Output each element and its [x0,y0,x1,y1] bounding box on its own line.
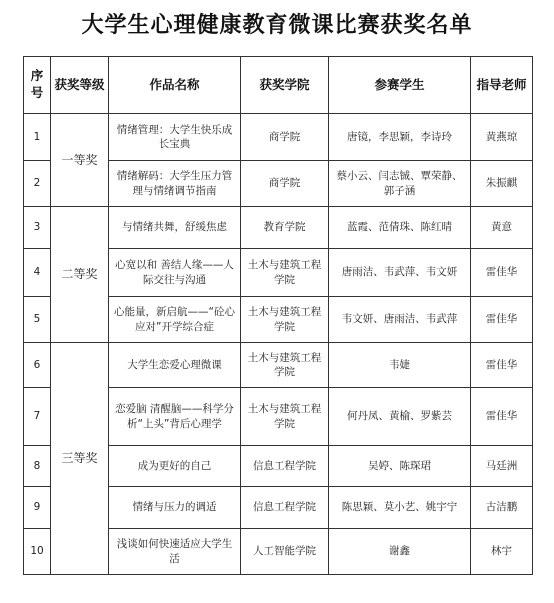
cell-level-first: 一等奖 [51,114,109,207]
cell-students: 何丹凤、黄榆、罗紫芸 [329,388,471,446]
cell-work: 恋爱脑 清醒脑——科学分析“上头”背后心理学 [109,388,241,446]
cell-college: 商学院 [241,161,329,207]
cell-level-second: 二等奖 [51,207,109,343]
cell-work: 成为更好的自己 [109,446,241,487]
cell-work: 浅谈如何快速适应大学生活 [109,529,241,575]
cell-teacher: 雷佳华 [471,249,533,297]
cell-work: 情绪与压力的调适 [109,487,241,529]
cell-work: 心能量，新启航——“砼心应对”开学综合症 [109,297,241,343]
cell-teacher: 朱振麒 [471,161,533,207]
page-title: 大学生心理健康教育微课比赛获奖名单 [81,12,473,38]
cell-no: 10 [24,529,51,575]
column-header-work: 作品名称 [109,57,241,114]
cell-college: 人工智能学院 [241,529,329,575]
cell-students: 蔡小云、闫志铖、覃荣静、郭子涵 [329,161,471,207]
cell-teacher: 黄燕琼 [471,114,533,161]
cell-teacher: 林宇 [471,529,533,575]
table-row [24,343,533,388]
cell-college: 土木与建筑工程学院 [241,343,329,388]
cell-college: 教育学院 [241,207,329,249]
table-header-row [24,57,533,114]
cell-work: 情绪管理：大学生快乐成长宝典 [109,114,241,161]
cell-level-third: 三等奖 [51,343,109,575]
cell-teacher: 黄意 [471,207,533,249]
cell-students: 谢鑫 [329,529,471,575]
cell-work: 与情绪共舞，舒缓焦虑 [109,207,241,249]
column-header-teacher: 指导老师 [471,57,533,114]
cell-no: 4 [24,249,51,297]
cell-students: 陈思颖、莫小艺、姚宇宁 [329,487,471,529]
cell-no: 7 [24,388,51,446]
cell-work: 心宽以和 善结人缘——人际交往与沟通 [109,249,241,297]
cell-college: 商学院 [241,114,329,161]
cell-teacher: 雷佳华 [471,343,533,388]
cell-no: 1 [24,114,51,161]
column-header-students: 参赛学生 [329,57,471,114]
cell-no: 5 [24,297,51,343]
column-header-level: 获奖等级 [51,57,109,114]
cell-work: 大学生恋爱心理微课 [109,343,241,388]
cell-students: 韦婕 [329,343,471,388]
column-header-no: 序号 [24,57,51,114]
cell-students: 蓝霞、范倩珠、陈红晴 [329,207,471,249]
cell-college: 土木与建筑工程学院 [241,249,329,297]
cell-students: 唐镜，李思颖，李诗玲 [329,114,471,161]
cell-teacher: 雷佳华 [471,297,533,343]
cell-teacher: 马廷洲 [471,446,533,487]
cell-teacher: 古洁鹏 [471,487,533,529]
cell-no: 8 [24,446,51,487]
cell-students: 唐雨洁、韦武萍、韦文妍 [329,249,471,297]
awards-table [23,56,533,575]
table-row [24,114,533,161]
cell-college: 信息工程学院 [241,487,329,529]
cell-work: 情绪解码：大学生压力管理与情绪调节指南 [109,161,241,207]
cell-no: 2 [24,161,51,207]
cell-college: 土木与建筑工程学院 [241,297,329,343]
column-header-college: 获奖学院 [241,57,329,114]
cell-college: 信息工程学院 [241,446,329,487]
table-row [24,207,533,249]
cell-no: 6 [24,343,51,388]
cell-college: 土木与建筑工程学院 [241,388,329,446]
cell-teacher: 雷佳华 [471,388,533,446]
cell-no: 9 [24,487,51,529]
cell-no: 3 [24,207,51,249]
cell-students: 韦文妍、唐雨洁、韦武萍 [329,297,471,343]
cell-students: 吴婷、陈琛珺 [329,446,471,487]
